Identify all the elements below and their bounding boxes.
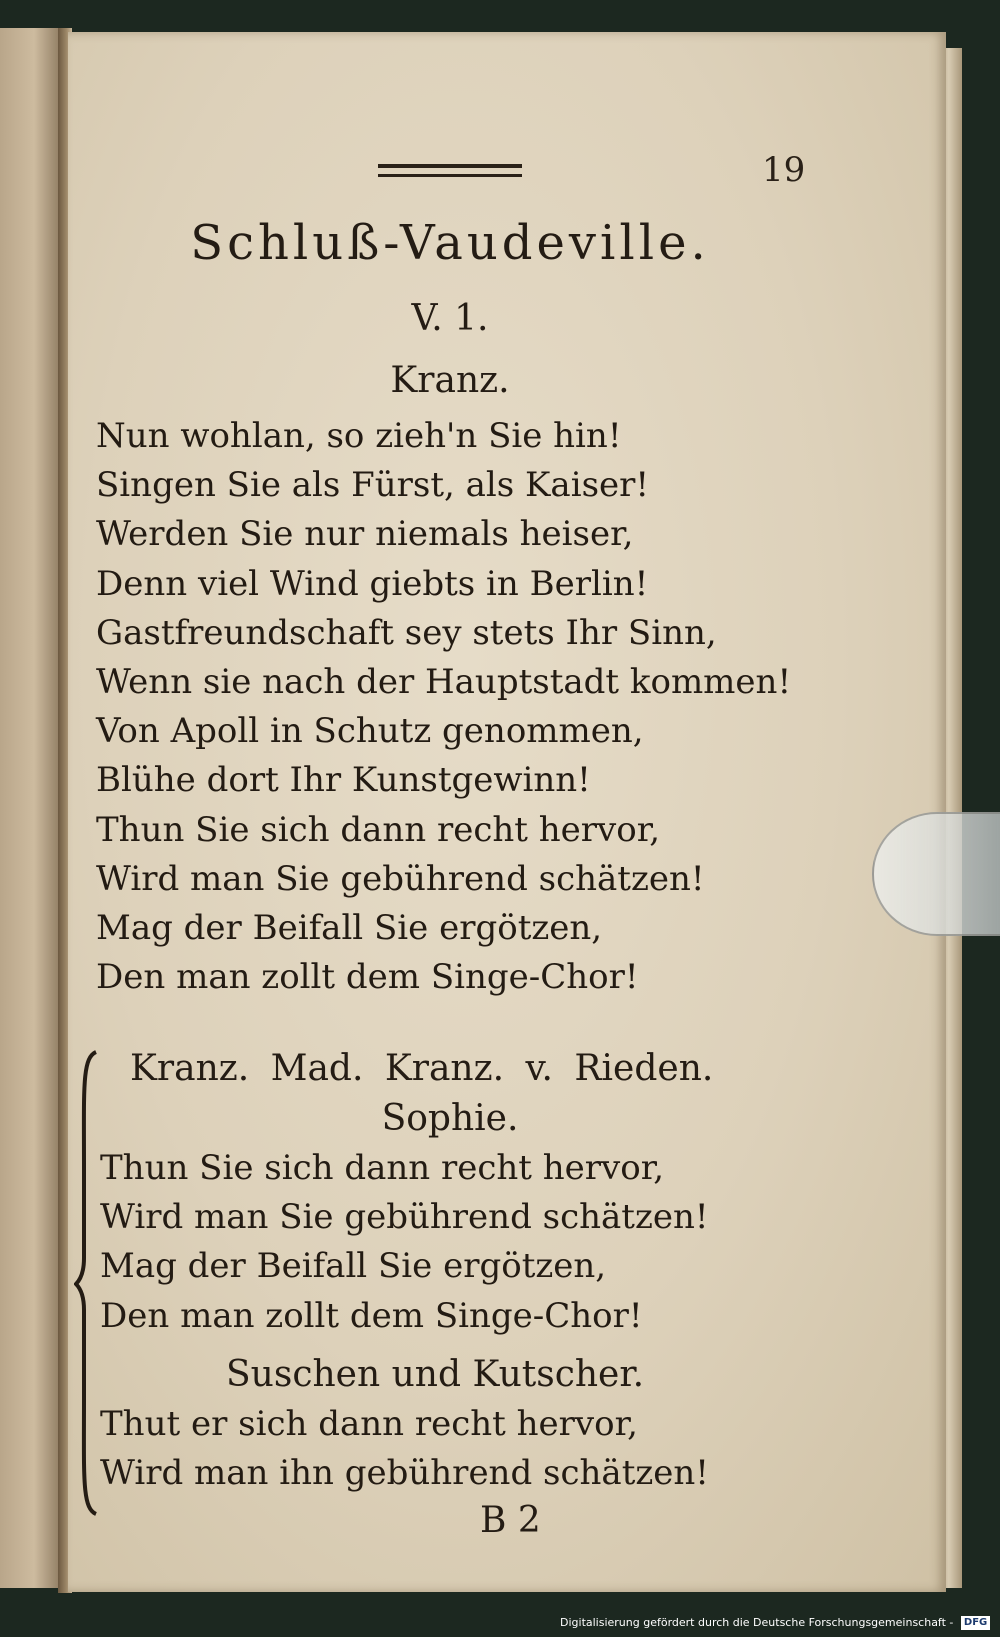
header-rule-thin xyxy=(378,174,522,177)
digitization-credit xyxy=(560,1613,990,1633)
chorus-line: Wird man Sie gebührend schätzen! xyxy=(100,1197,709,1238)
header-rule xyxy=(378,164,522,168)
verse-line: Wird man Sie gebührend schätzen! xyxy=(96,858,705,899)
verse-line: Nun wohlan, so zieh'n Sie hin! xyxy=(96,416,622,456)
dfg-logo: DFG xyxy=(961,1616,990,1630)
printer-signature: B 2 xyxy=(480,1500,541,1541)
chorus-block xyxy=(100,1144,880,1341)
verse-line: Gastfreundschaft sey stets Ihr Sinn, xyxy=(96,612,717,653)
chorus-speaker-sophie: Sophie. xyxy=(381,1098,519,1139)
chorus-line: Mag der Beifall Sie ergötzen, xyxy=(100,1246,607,1287)
speaker-name: Kranz. xyxy=(390,360,510,401)
verse-line: Wenn sie nach der Hauptstadt kommen! xyxy=(96,662,792,703)
verse-line: Werden Sie nur niemals heiser, xyxy=(96,514,634,555)
verse-block xyxy=(96,412,896,1002)
verse-label: V. 1. xyxy=(411,298,489,339)
page-title: Schluß-Vaudeville. xyxy=(190,215,710,271)
page-clip-lens xyxy=(872,812,1000,936)
page-number: 19 xyxy=(762,150,806,190)
suschen-speaker: Suschen und Kutscher. xyxy=(226,1354,645,1395)
suschen-line: Thut er sich dann recht hervor, xyxy=(100,1404,638,1444)
verse-line: Thun Sie sich dann recht hervor, xyxy=(96,809,661,850)
verse-line: Denn viel Wind giebts in Berlin! xyxy=(96,563,649,604)
verse-line: Singen Sie als Fürst, als Kaiser! xyxy=(96,465,650,506)
verse-line: Den man zollt dem Singe-Chor! xyxy=(96,957,639,998)
verse-line: Blühe dort Ihr Kunstgewinn! xyxy=(96,760,591,801)
suschen-block xyxy=(100,1400,880,1498)
suschen-line: Wird man ihn gebührend schätzen! xyxy=(100,1453,709,1494)
chorus-speakers: Kranz. Mad. Kranz. v. Rieden. xyxy=(130,1048,714,1089)
verse-line: Von Apoll in Schutz genommen, xyxy=(96,711,644,752)
verse-line: Mag der Beifall Sie ergötzen, xyxy=(96,908,603,949)
credit-text: Digitalisierung gefördert durch die Deutsche Forschungsgemeinschaft - xyxy=(560,1616,954,1629)
chorus-line: Thun Sie sich dann recht hervor, xyxy=(100,1148,665,1188)
chorus-line: Den man zollt dem Singe-Chor! xyxy=(100,1295,643,1336)
